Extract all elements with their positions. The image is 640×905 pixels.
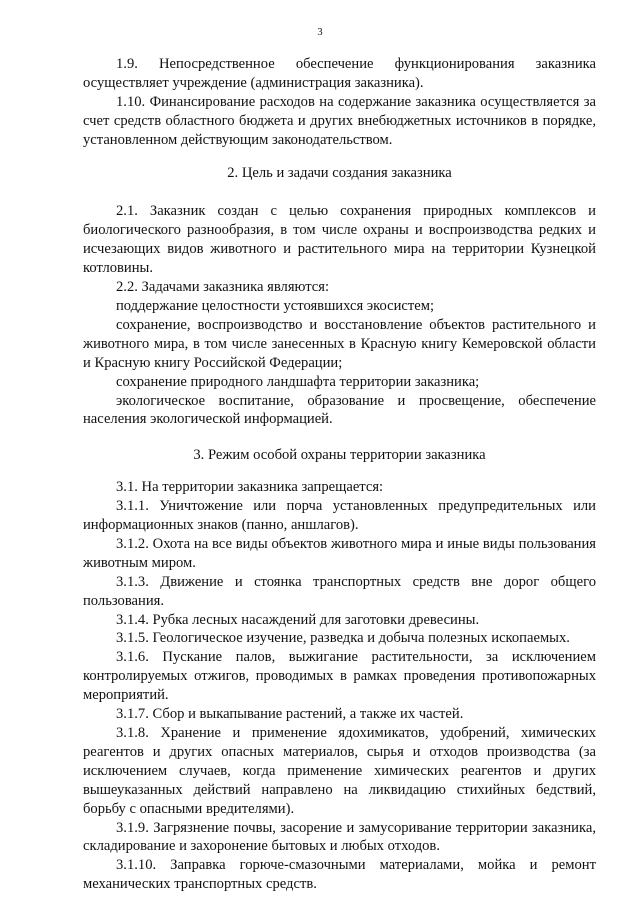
paragraph-3-1: 3.1. На территории заказника запрещается: xyxy=(116,479,384,496)
paragraph-3-1-10: 3.1.10. Заправка горюче-смазочными материалами, мойка и ремонт механических транспортных средств. xyxy=(83,857,596,893)
paragraph-3-1-1: 3.1.1. Уничтожение или порча установленных предупредительных или информационных знаков (панно, аншлагов). xyxy=(83,498,596,534)
paragraph-3-1-3: 3.1.3. Движение и стоянка транспортных средств вне дорог общего пользования. xyxy=(83,573,596,609)
paragraph-3-1-5: 3.1.5. Геологическое изучение, разведка и добыча полезных ископаемых. xyxy=(116,630,570,647)
paragraph-3-1-4: 3.1.4. Рубка лесных насаждений для заготовки древесины. xyxy=(116,611,480,628)
paragraph-3-1-6: 3.1.6. Пускание палов, выжигание растительности, за исключением контролируемых отжигов, проводимых в рамках проведения противопожарных мероприятий. xyxy=(83,649,596,704)
section-2-heading: 2. Цель и задачи создания заказника xyxy=(227,164,452,181)
section-3-heading: 3. Режим особой охраны территории заказника xyxy=(193,447,486,464)
paragraph-2-1: 2.1. Заказник создан с целью сохранения природных комплексов и биологического разнообразия, в том числе охраны и воспроизводства редких и исчезающих видов животного и растительного мира на территории Кузнецкой котловины. xyxy=(83,203,596,277)
paragraph-3-1-7: 3.1.7. Сбор и выкапывание растений, а также их частей. xyxy=(116,706,464,723)
paragraph-3-1-9: 3.1.9. Загрязнение почвы, засорение и замусоривание территории заказника, складирование и захоронение бытовых и любых отходов. xyxy=(83,819,596,855)
task-item-3: сохранение природного ландшафта территории заказника; xyxy=(116,373,480,390)
paragraph-1-10: 1.10. Финансирование расходов на содержание заказника осуществляется за счет средств областного бюджета и других внебюджетных источников в порядке, установленном действующим законодательством. xyxy=(83,93,596,148)
task-item-1: поддержание целостности устоявшихся экосистем; xyxy=(116,297,435,314)
paragraph-2-2: 2.2. Задачами заказника являются: xyxy=(116,279,330,296)
task-item-4: экологическое воспитание, образование и просвещение, обеспечение населения экологической информацией. xyxy=(83,392,596,428)
page-number: 3 xyxy=(317,27,323,38)
paragraph-3-1-2: 3.1.2. Охота на все виды объектов животного мира и иные виды пользования животным миром. xyxy=(83,535,596,571)
task-item-2: сохранение, воспроизводство и восстановление объектов растительного и животного мира, в том числе занесенных в Красную книгу Кемеровской области и Красную книгу Российской Федерации; xyxy=(83,316,596,371)
document-body xyxy=(83,52,596,894)
paragraph-1-9: 1.9. Непосредственное обеспечение функционирования заказника осуществляет учреждение (администрация заказника). xyxy=(83,56,596,91)
paragraph-3-1-8: 3.1.8. Хранение и применение ядохимикатов, удобрений, химических реагентов и других опасных материалов, сырья и отходов производства (за исключением случаев, когда применение химических реагентов и других вышеуказанных действий направлено на ликвидацию стихийных бедствий, борьбу с опасными вредителями). xyxy=(83,725,596,817)
